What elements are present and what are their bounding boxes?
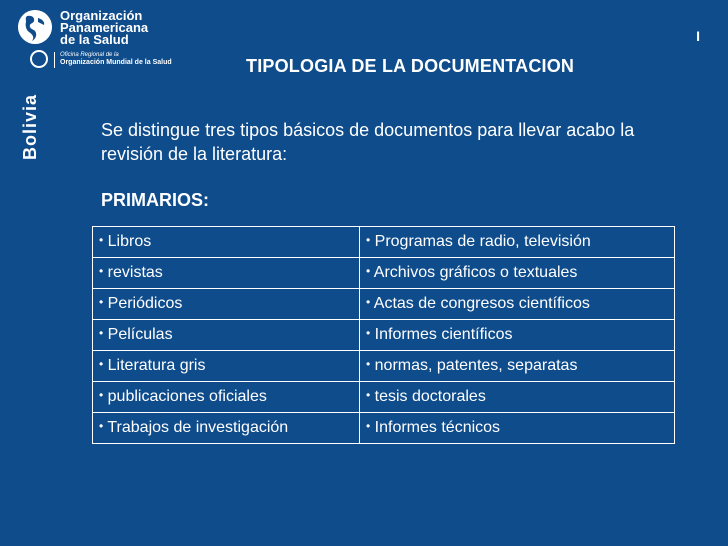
table-cell: [360, 227, 675, 258]
cell-text: Archivos gráficos o textuales: [373, 264, 578, 281]
cell-text: Informes técnicos: [374, 419, 501, 436]
logo-divider: [54, 52, 55, 68]
org-subtitle-line: Organización Mundial de la Salud: [60, 59, 172, 66]
cell-text: normas, patentes, separatas: [374, 357, 578, 374]
cell-text: Programas de radio, televisión: [374, 233, 591, 250]
table-row: [93, 258, 675, 289]
bullet-icon: •: [99, 233, 104, 247]
bullet-icon: •: [99, 264, 104, 278]
table-row: [93, 227, 675, 258]
bullet-icon: •: [99, 295, 104, 309]
bullet-icon: •: [99, 357, 104, 371]
org-name-line: Panamericana: [60, 20, 149, 35]
table-row: [93, 320, 675, 351]
table-row: [93, 289, 675, 320]
document-types-table: [92, 226, 675, 444]
cell-text: tesis doctorales: [374, 388, 486, 405]
table-cell: [93, 258, 360, 289]
cell-text: Libros: [107, 233, 152, 250]
cell-text: Trabajos de investigación: [107, 419, 289, 436]
bullet-icon: •: [366, 388, 371, 402]
table-cell: [93, 320, 360, 351]
org-name-line: de la Salud: [60, 32, 129, 47]
table-cell: [93, 351, 360, 382]
bullet-icon: •: [366, 419, 371, 433]
bullet-icon: •: [99, 419, 104, 433]
table-cell: [360, 320, 675, 351]
bullet-icon: •: [99, 326, 104, 340]
table-cell: [360, 413, 675, 444]
slide-title: TIPOLOGIA DE LA DOCUMENTACION: [246, 56, 575, 76]
section-label: PRIMARIOS:: [101, 190, 209, 210]
table-row: [93, 382, 675, 413]
org-subtitle-line: Oficina Regional de la: [60, 52, 119, 58]
who-emblem-icon: [30, 50, 48, 68]
cell-text: publicaciones oficiales: [107, 388, 267, 405]
bullet-icon: •: [366, 295, 371, 309]
bullet-icon: •: [366, 326, 371, 340]
table-cell: [93, 289, 360, 320]
table-cell: [360, 351, 675, 382]
intro-text: Se distingue tres tipos básicos de documentos para llevar acabo la revisión de la literatura:: [101, 120, 635, 164]
org-subtitle: [60, 52, 172, 66]
table-row: [93, 351, 675, 382]
bullet-icon: •: [99, 388, 104, 402]
bullet-icon: •: [366, 264, 371, 278]
org-name-line: Organización: [60, 8, 143, 23]
table-cell: [93, 227, 360, 258]
bullet-icon: •: [366, 357, 371, 371]
cell-text: Periódicos: [107, 295, 183, 312]
americas-globe-icon: [18, 10, 52, 44]
table-cell: [93, 413, 360, 444]
country-label: Bolivia: [20, 93, 40, 160]
cell-text: Informes científicos: [374, 326, 513, 343]
org-name: [60, 10, 148, 46]
cell-text: Actas de congresos científicos: [373, 295, 590, 312]
table-cell: [360, 258, 675, 289]
slide-marker: I: [696, 28, 700, 44]
table-cell: [360, 289, 675, 320]
paho-logo: [16, 8, 186, 68]
bullet-icon: •: [366, 233, 371, 247]
table-row: [93, 413, 675, 444]
cell-text: Literatura gris: [107, 357, 206, 374]
table-cell: [360, 382, 675, 413]
cell-text: revistas: [107, 264, 163, 281]
cell-text: Películas: [107, 326, 173, 343]
table-cell: [93, 382, 360, 413]
